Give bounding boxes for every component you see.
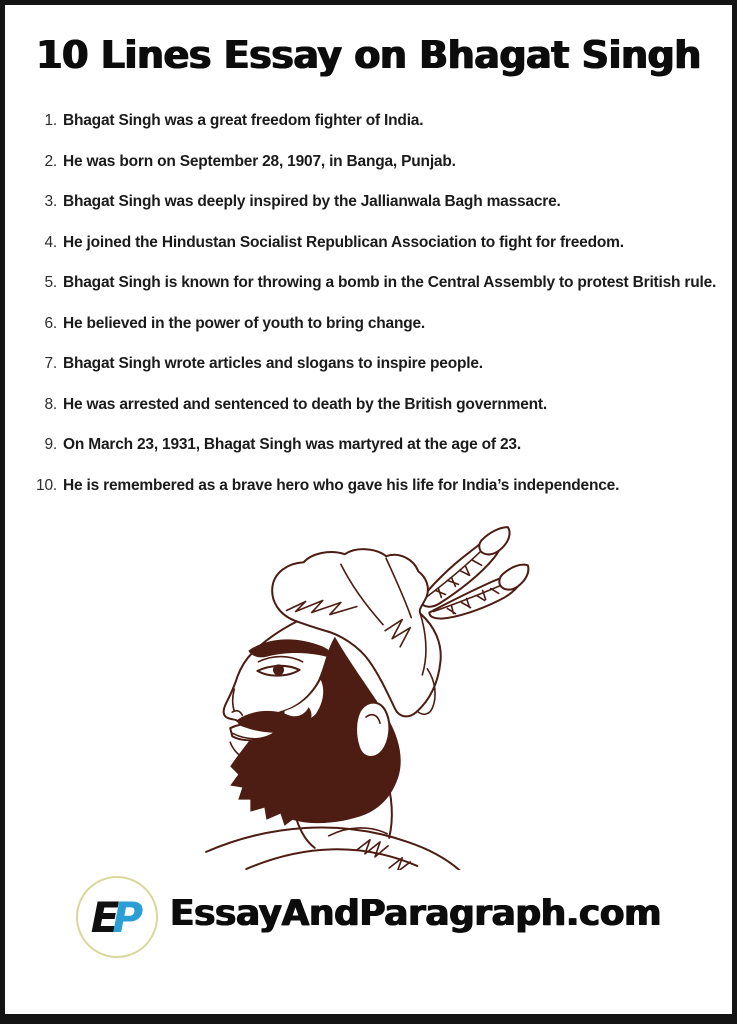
item-text: On March 23, 1931, Bhagat Singh was martyred at the age of 23. [63,436,521,453]
list-item [27,142,718,183]
item-number: 3. [44,193,57,210]
list-item [27,466,718,507]
logo-letter-e: E [90,892,113,942]
list-item [27,385,718,426]
list-item [27,182,718,223]
item-number: 9. [44,436,57,453]
item-number: 8. [44,395,57,413]
item-text: He was arrested and sentenced to death by the British government. [63,395,547,413]
item-text: Bhagat Singh wrote articles and slogans to inspire people. [63,355,483,372]
list-item [27,263,718,304]
item-text: He was born on September 28, 1907, in Banga, Punjab. [63,152,456,170]
illustration-container [5,518,732,870]
list-item [27,344,718,385]
list-item [27,101,718,142]
item-text: He joined the Hindustan Socialist Republican Association to fight for freedom. [63,233,624,251]
item-text: He believed in the power of youth to bring change. [63,314,426,332]
item-number: 7. [44,355,57,372]
item-text: Bhagat Singh was a great freedom fighter of India. [63,112,424,129]
item-text: He is remembered as a brave hero who gave his life for India’s independence. [63,476,620,494]
list-item [27,223,718,264]
page-title: 10 Lines Essay on Bhagat Singh [36,33,701,77]
item-number: 6. [44,314,57,332]
bhagat-singh-illustration [188,518,550,870]
footer [5,872,732,954]
item-number: 5. [44,274,57,291]
item-text: Bhagat Singh was deeply inspired by the Jallianwala Bagh massacre. [63,193,561,210]
item-text: Bhagat Singh is known for throwing a bomb in the Central Assembly to protest British rule. [63,274,717,291]
list-item [27,304,718,345]
item-number: 10. [36,476,57,494]
item-number: 2. [44,152,57,170]
site-name: EssayAndParagraph.com [169,892,662,934]
essay-list [27,101,718,506]
item-number: 1. [44,112,57,129]
ep-logo [76,876,158,958]
item-number: 4. [44,233,57,251]
logo-letter-p: P [112,892,137,942]
ep-logo-letters [91,893,144,942]
list-item [27,425,718,466]
